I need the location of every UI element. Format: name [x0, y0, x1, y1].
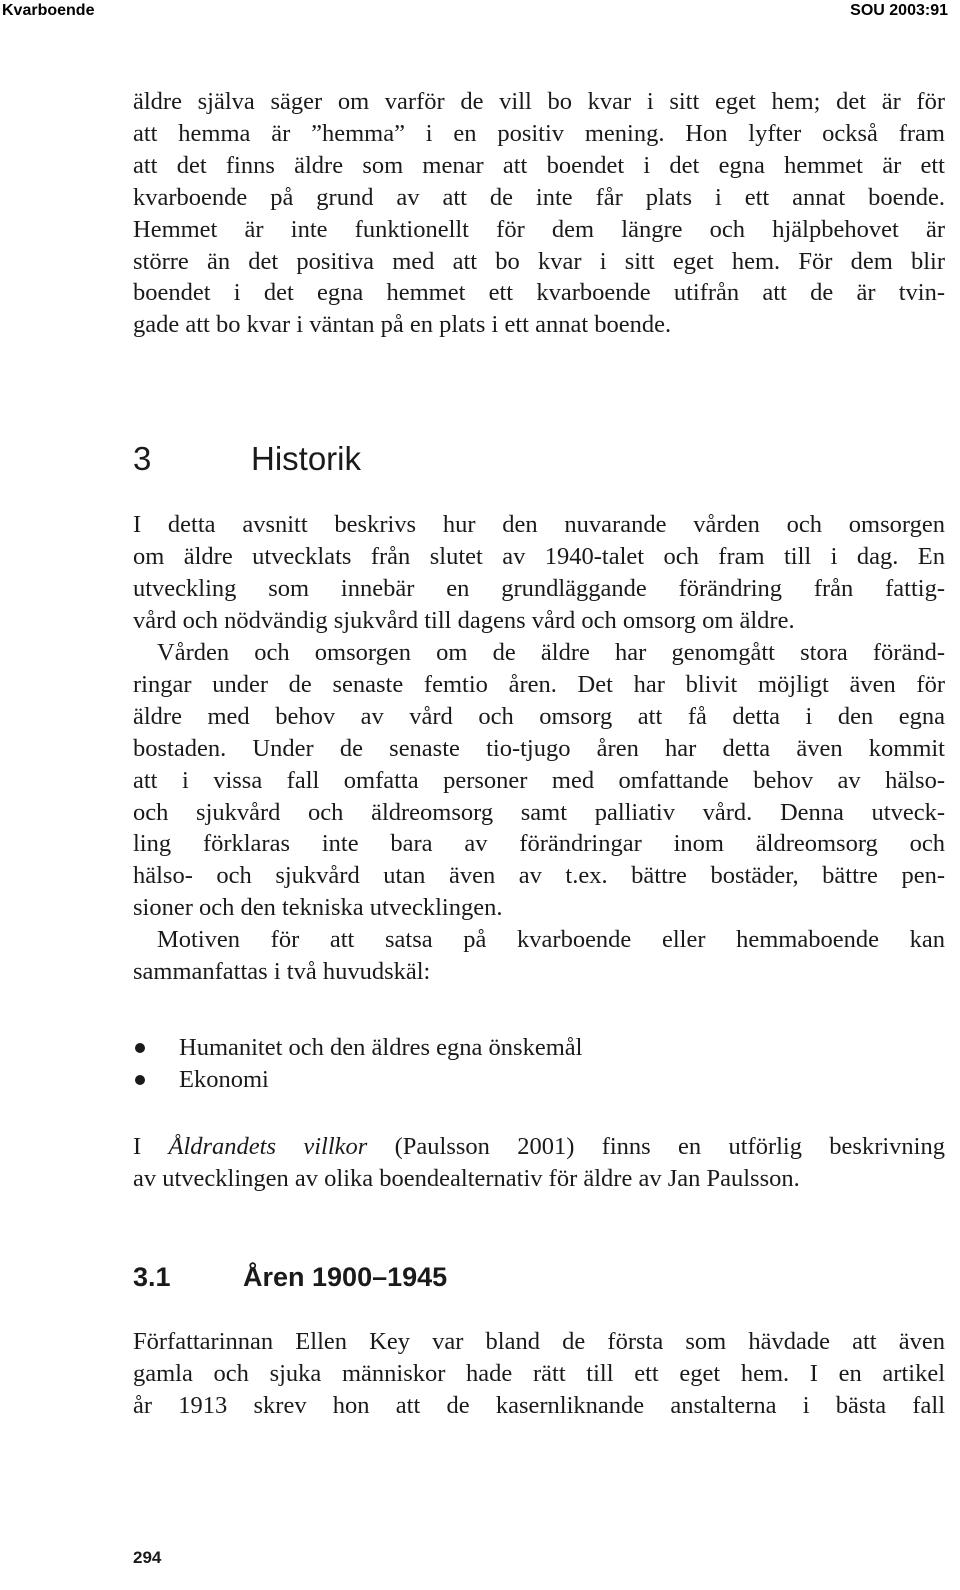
list-item [133, 1032, 582, 1064]
text-line: boendet i det egna hemmet ett kvarboende utifrån att de är tvin- [133, 279, 945, 307]
text-line: att det finns äldre som menar att boendet i det egna hemmet är ett [133, 151, 945, 179]
bullet-icon [135, 1075, 145, 1085]
list-item [133, 1064, 582, 1096]
text-line: sammanfattas i två huvudskäl: [133, 957, 431, 985]
section-paragraph [133, 1326, 945, 1422]
text-line: sioner och den tekniska utvecklingen. [133, 894, 503, 922]
text-line: ling förklaras inte bara av förändringar inom äldreomsorg och [133, 830, 945, 858]
text-line: vård och nödvändig sjukvård till dagens vård och omsorg om äldre. [133, 606, 795, 634]
text-line: att i vissa fall omfatta personer med omfattande behov av hälso- [133, 766, 945, 794]
text-line: I detta avsnitt beskrivs hur den nuvarande vården och omsorgen [133, 511, 945, 538]
chapter-paragraph-3 [133, 924, 945, 988]
text-line: hälso- och sjukvård utan även av t.ex. bättre bostäder, bättre pen- [133, 862, 945, 890]
intro-paragraph [133, 86, 945, 341]
chapter-paragraph-1 [133, 509, 945, 637]
reference-paragraph [133, 1131, 945, 1195]
text-line: äldre själva säger om varför de vill bo kvar i sitt eget hem; det är för [133, 88, 945, 115]
text-line: utveckling som innebär en grundläggande förändring från fattig- [133, 574, 945, 602]
text-line: av utvecklingen av olika boendealternativ för äldre av Jan Paulsson. [133, 1164, 800, 1192]
section-title: Åren 1900–1945 [243, 1262, 448, 1292]
chapter-title: Historik [251, 440, 362, 477]
bullet-icon [135, 1043, 145, 1053]
chapter-number: 3 [133, 440, 152, 477]
text-line: om äldre utvecklats från slutet av 1940-talet och fram till i dag. En [133, 542, 945, 570]
text-line: gade att bo kvar i väntan på en plats i ett annat boende. [133, 311, 672, 339]
text-line: Vården och omsorgen om de äldre har genomgått stora föränd- [157, 639, 945, 666]
running-header [0, 0, 960, 24]
list-item-text: Ekonomi [179, 1066, 269, 1093]
text-line: ringar under de senaste femtio åren. Det har blivit möjligt även för [133, 670, 945, 698]
list-item-text: Humanitet och den äldres egna önskemål [179, 1034, 583, 1061]
page-number: 294 [133, 1548, 162, 1567]
reference-text-post: (Paulsson 2001) finns en utförlig beskrivning [367, 1133, 945, 1160]
section-heading [133, 1262, 447, 1293]
chapter-paragraph-2 [133, 637, 945, 924]
text-line [133, 1131, 945, 1163]
text-line: år 1913 skrev hon att de kasernliknande anstalterna i bästa fall [133, 1391, 945, 1419]
text-line: bostaden. Under de senaste tio-tjugo åren har detta även kommit [133, 734, 945, 762]
bullet-list [133, 1032, 582, 1096]
text-line: att hemma är ”hemma” i en positiv mening. Hon lyfter också fram [133, 119, 945, 147]
text-line: gamla och sjuka människor hade rätt till ett eget hem. I en artikel [133, 1359, 945, 1387]
text-line: större än det positiva med att bo kvar i sitt eget hem. För dem blir [133, 247, 945, 275]
chapter-heading [133, 440, 361, 478]
text-line: äldre med behov av vård och omsorg att få detta i den egna [133, 702, 945, 730]
text-line: Författarinnan Ellen Key var bland de första som hävdade att även [133, 1328, 945, 1355]
text-line: Motiven för att satsa på kvarboende eller hemmaboende kan [157, 926, 945, 953]
section-number: 3.1 [133, 1262, 171, 1292]
book-title: Åldrandets villkor [168, 1133, 368, 1160]
text-line: kvarboende på grund av att de inte får plats i ett annat boende. [133, 183, 945, 211]
text-line: Hemmet är inte funktionellt för dem längre och hjälpbehovet är [133, 215, 945, 243]
text-line: och sjukvård och äldreomsorg samt palliativ vård. Denna utveck- [133, 798, 945, 826]
running-header-report-id: SOU 2003:91 [850, 2, 948, 19]
running-header-title: Kvarboende [2, 2, 95, 19]
reference-text-pre: I [133, 1133, 169, 1160]
